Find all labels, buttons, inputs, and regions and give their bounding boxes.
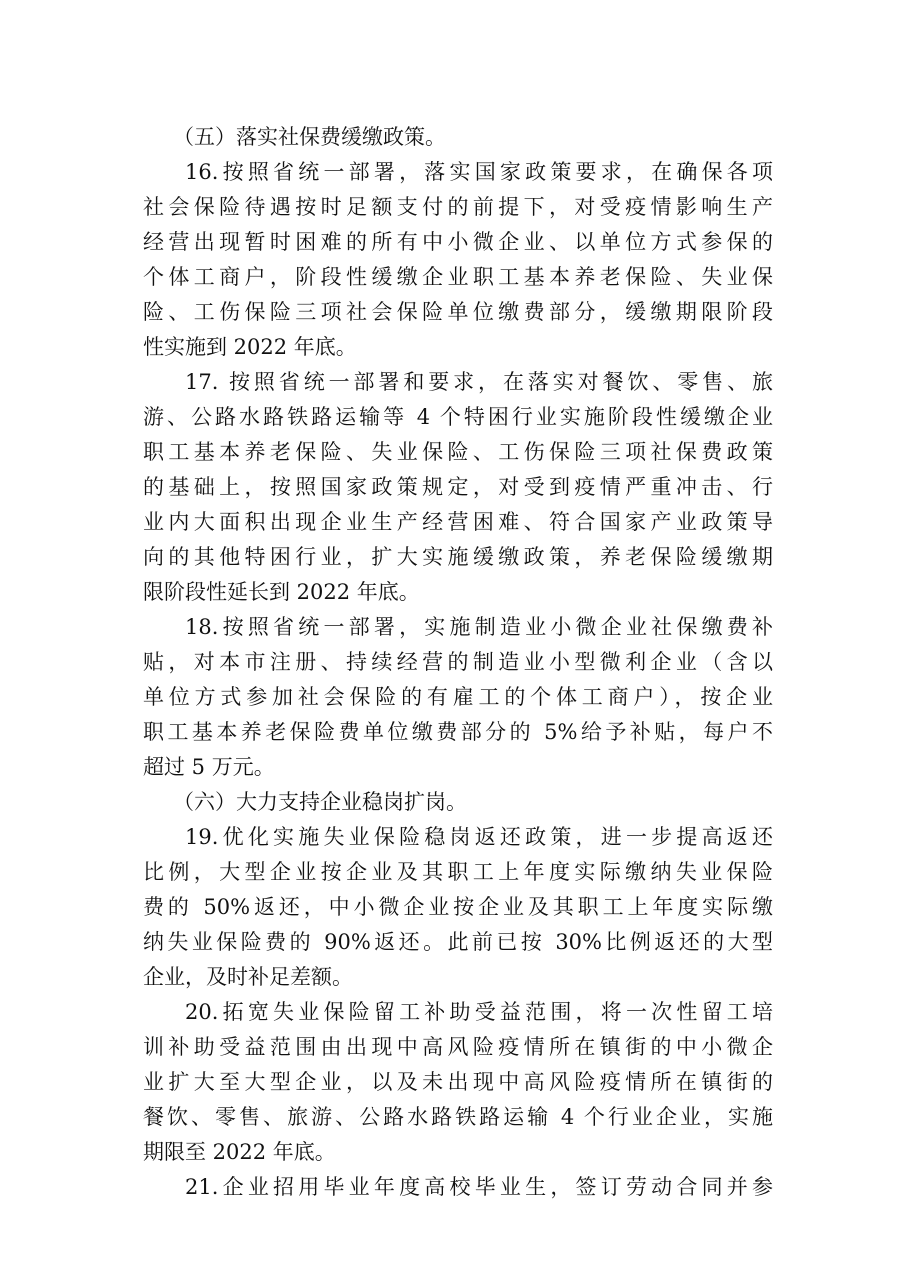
paragraph-line: 游、公路水路铁路运输等 4 个特困行业实施阶段性缓缴企业	[143, 405, 773, 429]
paragraph-line: 纳失业保险费的 90%返还。此前已按 30%比例返还的大型	[143, 930, 773, 954]
paragraph-line: 社会保险待遇按时足额支付的前提下，对受疫情影响生产	[143, 195, 773, 219]
paragraph-line: 个体工商户，阶段性缓缴企业职工基本养老保险、失业保	[143, 265, 773, 289]
paragraph-line: 训补助受益范围由出现中高风险疫情所在镇街的中小微企	[143, 1035, 773, 1059]
paragraph-16	[143, 155, 773, 365]
section-heading-5: （五）落实社保费缓缴政策。	[173, 125, 446, 149]
paragraph-line: 16.按照省统一部署，落实国家政策要求，在确保各项	[185, 160, 773, 184]
paragraph-20	[143, 995, 773, 1170]
paragraph-line: 企业，及时补足差额。	[143, 965, 353, 989]
paragraph-line: 单位方式参加社会保险的有雇工的个体工商户），按企业	[143, 685, 773, 709]
paragraph-line: 超过 5 万元。	[143, 755, 275, 779]
paragraph-line: 比例，大型企业按企业及其职工上年度实际缴纳失业保险	[143, 860, 773, 884]
paragraph-line: 经营出现暂时困难的所有中小微企业、以单位方式参保的	[143, 230, 773, 254]
paragraph-line: 17. 按照省统一部署和要求，在落实对餐饮、零售、旅	[185, 370, 773, 394]
paragraph-line: 的基础上，按照国家政策规定，对受到疫情严重冲击、行	[143, 475, 773, 499]
paragraph-line: 性实施到 2022 年底。	[143, 335, 357, 359]
paragraph-line: 期限至 2022 年底。	[143, 1140, 336, 1164]
paragraph-line: 费的 50%返还，中小微企业按企业及其职工上年度实际缴	[143, 895, 773, 919]
paragraph-17	[143, 365, 773, 610]
paragraph-19	[143, 820, 773, 995]
paragraph-line: 职工基本养老保险、失业保险、工伤保险三项社保费政策	[143, 440, 773, 464]
paragraph-line: 19.优化实施失业保险稳岗返还政策，进一步提高返还	[185, 825, 773, 849]
paragraph-line: 餐饮、零售、旅游、公路水路铁路运输 4 个行业企业，实施	[143, 1105, 773, 1129]
paragraph-line: 业扩大至大型企业，以及未出现中高风险疫情所在镇街的	[143, 1070, 773, 1094]
paragraph-line: 限阶段性延长到 2022 年底。	[143, 580, 420, 604]
paragraph-line: 职工基本养老保险费单位缴费部分的 5%给予补贴，每户不	[143, 720, 773, 744]
paragraph-line: 贴，对本市注册、持续经营的制造业小型微利企业（含以	[143, 650, 773, 674]
paragraph-line: 18.按照省统一部署，实施制造业小微企业社保缴费补	[185, 615, 773, 639]
section-heading-6: （六）大力支持企业稳岗扩岗。	[173, 790, 467, 814]
paragraph-21	[143, 1170, 773, 1205]
paragraph-18	[143, 610, 773, 785]
paragraph-line: 险、工伤保险三项社会保险单位缴费部分，缓缴期限阶段	[143, 300, 773, 324]
document-body	[143, 120, 773, 1205]
paragraph-line: 向的其他特困行业，扩大实施缓缴政策，养老保险缓缴期	[143, 545, 773, 569]
paragraph-line: 业内大面积出现企业生产经营困难、符合国家产业政策导	[143, 510, 773, 534]
paragraph-line: 21.企业招用毕业年度高校毕业生，签订劳动合同并参	[185, 1175, 773, 1199]
paragraph-line: 20.拓宽失业保险留工补助受益范围，将一次性留工培	[185, 1000, 773, 1024]
